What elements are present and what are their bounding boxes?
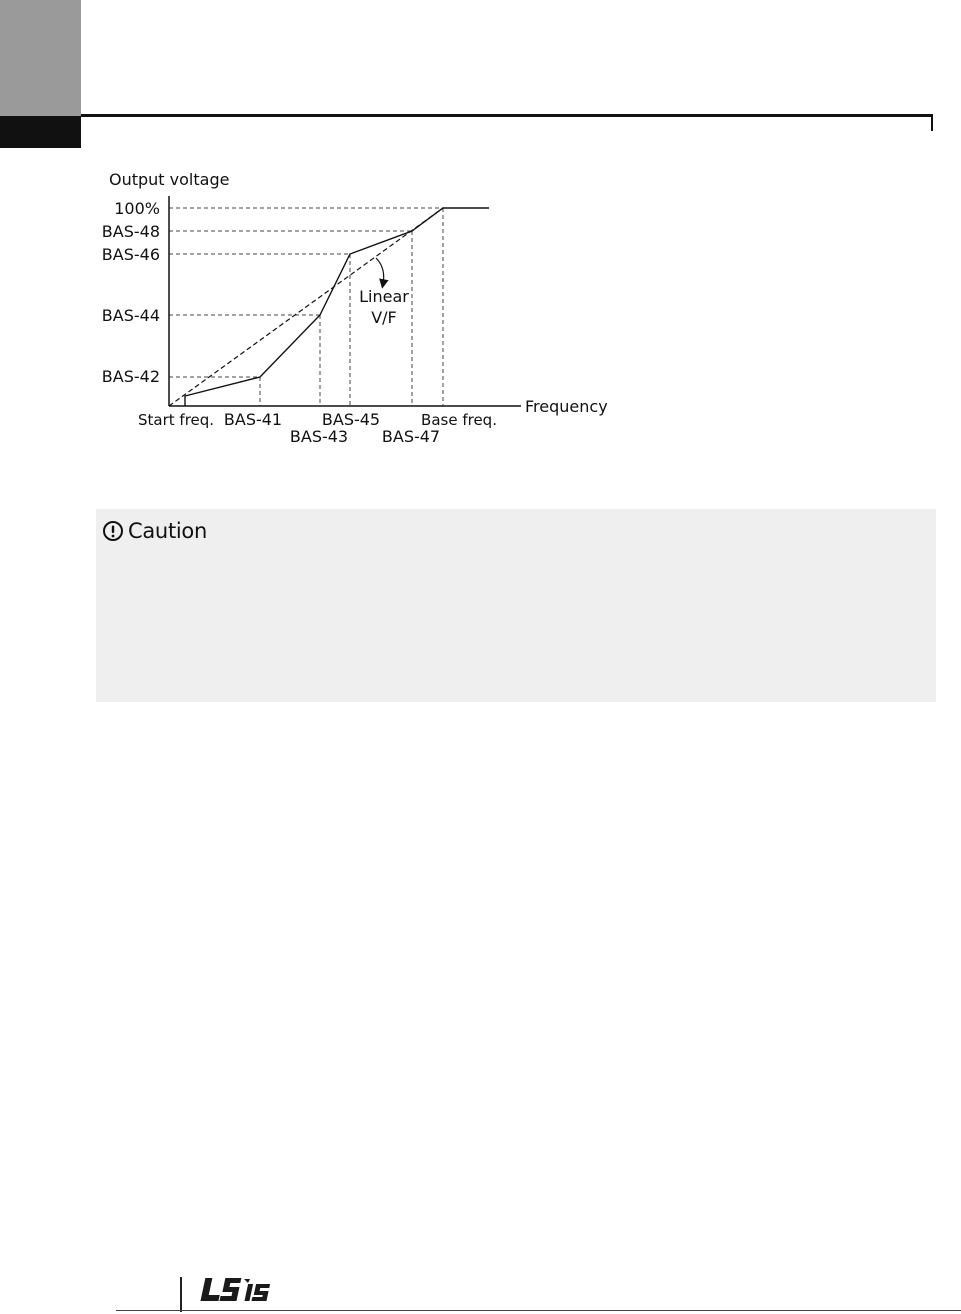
- caution-title: Caution: [128, 519, 207, 543]
- y-tick-bas-44: BAS-44: [101, 306, 160, 325]
- footer-rule: [116, 1310, 961, 1311]
- x-tick-bas-43: BAS-43: [289, 427, 349, 446]
- x-tick-base-freq: Base freq.: [421, 411, 497, 429]
- annotation-vf: V/F: [371, 308, 397, 327]
- y-tick-bas-42: BAS-42: [101, 367, 160, 386]
- linear-vf-arrow: [376, 258, 384, 284]
- y-tick-100: 100%: [114, 199, 160, 218]
- linear-vf-series: [169, 208, 443, 406]
- x-tick-bas-47: BAS-47: [381, 427, 441, 446]
- x-tick-bas-45: BAS-45: [321, 410, 381, 429]
- caution-box: [96, 509, 936, 702]
- y-tick-bas-46: BAS-46: [101, 245, 160, 264]
- ls-is-logo: [198, 1275, 282, 1305]
- y-axis-title: Output voltage: [109, 170, 230, 189]
- annotation-linear: Linear: [359, 287, 409, 306]
- exclamation-circle-icon: [102, 520, 124, 542]
- footer-divider: [180, 1277, 182, 1312]
- x-tick-bas-41: BAS-41: [223, 410, 283, 429]
- caution-heading: [102, 517, 207, 545]
- vf-pattern-chart: [0, 0, 961, 470]
- x-tick-start-freq: Start freq.: [138, 411, 215, 429]
- y-tick-bas-48: BAS-48: [101, 222, 160, 241]
- vf-pattern-figure: [0, 0, 961, 470]
- x-axis-title: Frequency: [525, 397, 608, 416]
